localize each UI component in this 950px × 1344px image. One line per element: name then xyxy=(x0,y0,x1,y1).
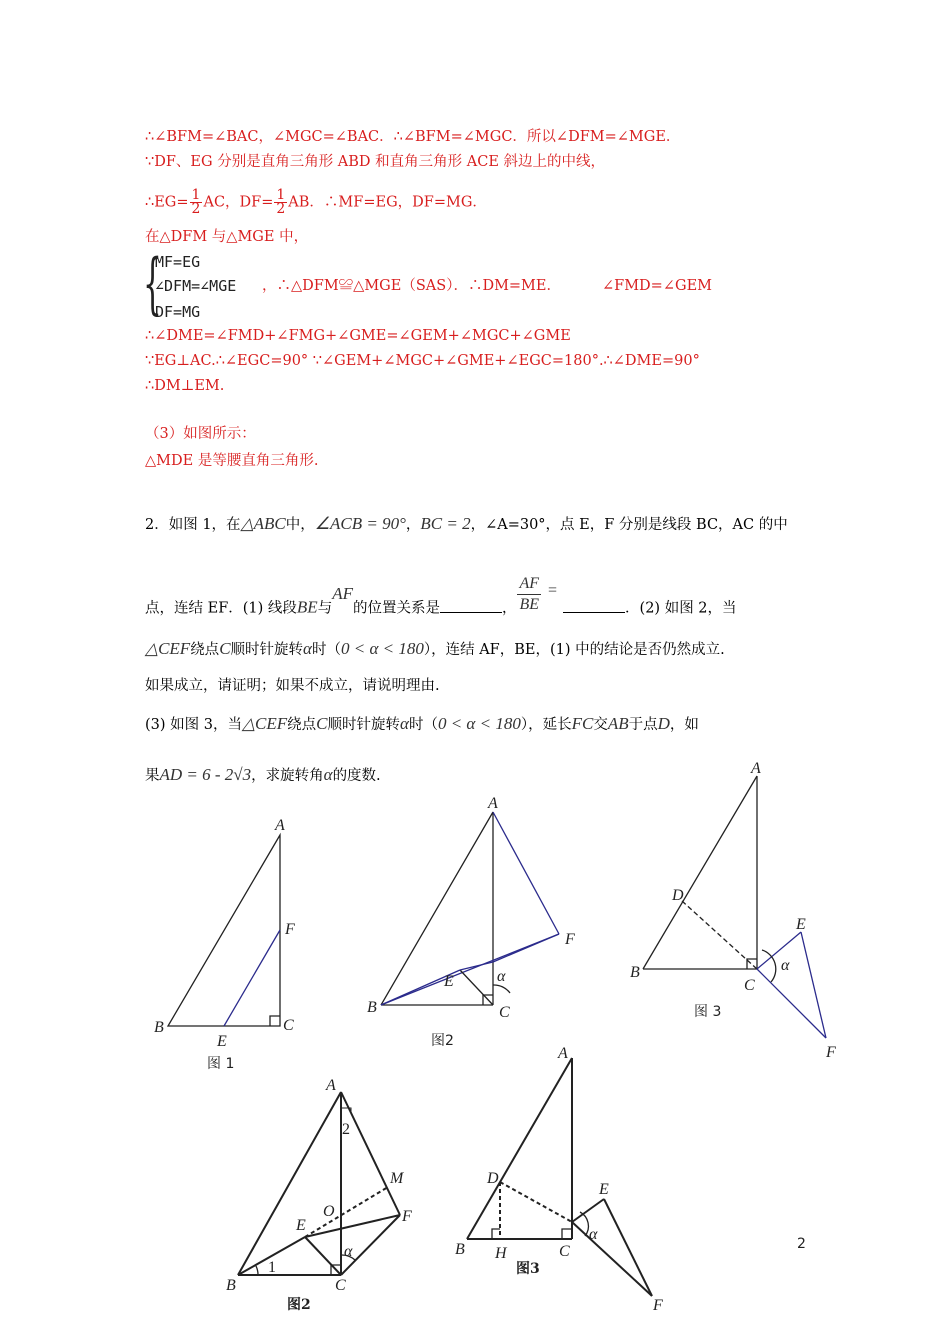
system-brace: { xyxy=(143,245,162,322)
fig3-label-b: B xyxy=(630,964,640,981)
fig1-caption: 图 1 xyxy=(207,1056,235,1072)
fig4-label-o: O xyxy=(323,1203,335,1220)
fig4-label-e: E xyxy=(296,1217,306,1234)
problem-line-1: 2．如图 1，在△ABC中，∠ACB = 90°，BC = 2，∠A=30°，点 E，F 分别是线段 BC，AC 的中 xyxy=(145,514,788,533)
figure-2 xyxy=(381,812,559,1005)
problem-line-6: 果AD = 6 - 2√3，求旋转角α的度数. xyxy=(145,765,381,784)
fig3-label-e: E xyxy=(796,916,806,933)
fig4-angle-2: 2 xyxy=(342,1121,350,1138)
eg-tail: AB．∴MF=EG，DF=MG． xyxy=(288,194,487,211)
fig4-angle-1: 1 xyxy=(268,1259,276,1276)
congruence-conclusion: ，∴△DFM≌△MGE（SAS）．∴DM=ME． xyxy=(262,278,561,294)
fig5-label-e: E xyxy=(599,1181,609,1198)
solution-line-7: ∵EG⊥AC.∴∠EGC=90° ∵∠GEM+∠MGC+∠GME+∠EGC=180°.∴∠DME=90° xyxy=(145,353,700,369)
fig2-label-f: F xyxy=(565,931,575,948)
fig3-label-f: F xyxy=(826,1044,836,1061)
fig3-alpha: α xyxy=(781,957,790,974)
eg-mid: AC，DF= xyxy=(203,194,274,211)
fig2-label-c: C xyxy=(499,1004,510,1021)
system-row-2: ∠DFM=∠MGE xyxy=(155,277,237,295)
solution-line-1: ∴∠BFM=∠BAC，∠MGC=∠BAC．∴∠BFM=∠MGC．所以∠DFM=∠MGE． xyxy=(145,129,681,145)
solution-line-2: ∵DF、EG 分别是直角三角形 ABD 和直角三角形 ACE 斜边上的中线， xyxy=(145,154,606,170)
fig1-label-c: C xyxy=(283,1017,294,1034)
fig2-label-a: A xyxy=(488,795,498,812)
problem-line-2: 点，连结 EF．(1) 线段BE与AF的位置关系是 ， $\frac{AF}{BE}$ =．(2) 如图 2，当 xyxy=(145,575,737,617)
fig4-alpha: α xyxy=(344,1243,353,1260)
solution-line-6: ∴∠DME=∠FMD+∠FMG+∠GME=∠GEM+∠MGC+∠GME xyxy=(145,328,571,344)
fig5-alpha: α xyxy=(589,1226,598,1243)
fig3-label-d: D xyxy=(672,887,684,904)
fig5-label-b: B xyxy=(455,1241,465,1258)
system-row-1: MF=EG xyxy=(155,253,201,271)
problem-line-5: (3) 如图 3，当△CEF绕点C顺时针旋转α时（0 < α < 180），延长FC交AB于点D，如 xyxy=(145,714,699,733)
solution-line-8: ∴DM⊥EM. xyxy=(145,378,225,394)
fig4-label-a: A xyxy=(326,1077,336,1094)
fig5-label-f: F xyxy=(653,1297,663,1314)
fig5-label-h: H xyxy=(495,1245,507,1262)
solution-line-4: 在△DFM 与△MGE 中， xyxy=(145,229,309,245)
fig3-caption: 图 3 xyxy=(694,1004,722,1020)
figure-4 xyxy=(238,1092,400,1275)
fig4-label-b: B xyxy=(226,1277,236,1294)
angle-equality: ∠FMD=∠GEM xyxy=(602,278,712,294)
fig1-label-e: E xyxy=(217,1033,227,1050)
fig3-label-c: C xyxy=(744,977,755,994)
fig2-side-ab xyxy=(381,812,493,1005)
half-fraction-1: $\frac{1}{2}$ xyxy=(191,187,201,217)
fig5-label-a: A xyxy=(558,1045,568,1062)
fig2-alpha: α xyxy=(497,968,506,985)
solution-line-9: （3）如图所示： xyxy=(145,426,256,442)
fig1-right-angle xyxy=(270,1016,280,1026)
ratio-af-be: $\frac{AF}{BE}$ xyxy=(519,575,540,613)
half-fraction-2: $\frac{1}{2}$ xyxy=(276,187,286,217)
fig2-label-e: E xyxy=(444,973,454,990)
fig4-caption: 图2 xyxy=(287,1297,311,1313)
page-number: 2 xyxy=(797,1236,806,1252)
fig1-segment-ef xyxy=(224,930,280,1026)
figure-3 xyxy=(643,776,826,1038)
fig1-triangle xyxy=(168,835,280,1026)
fig2-caption: 图2 xyxy=(431,1033,454,1049)
fig4-label-c: C xyxy=(335,1277,346,1294)
fig5-label-c: C xyxy=(559,1243,570,1260)
fig1-label-a: A xyxy=(275,817,285,834)
fig5-label-d: D xyxy=(487,1170,499,1187)
fig3-label-a: A xyxy=(751,760,761,777)
fig2-label-b: B xyxy=(367,999,377,1016)
fig4-label-f: F xyxy=(402,1208,412,1225)
problem-line-3: △CEF绕点C顺时针旋转α时（0 < α < 180），连结 AF，BE，(1) 中的结论是否仍然成立. xyxy=(145,639,725,658)
figure-1 xyxy=(168,835,280,1026)
fig4-label-m: M xyxy=(390,1170,404,1187)
fig1-label-f: F xyxy=(285,921,295,938)
problem-line-4: 如果成立，请证明；如果不成立，请说明理由. xyxy=(145,678,440,694)
solution-line-10: △MDE 是等腰直角三角形. xyxy=(145,453,319,469)
system-row-3: DF=MG xyxy=(155,303,201,321)
eg-prefix: ∴EG= xyxy=(145,194,189,211)
fig1-label-b: B xyxy=(154,1019,164,1036)
fig5-caption: 图3 xyxy=(516,1261,540,1277)
